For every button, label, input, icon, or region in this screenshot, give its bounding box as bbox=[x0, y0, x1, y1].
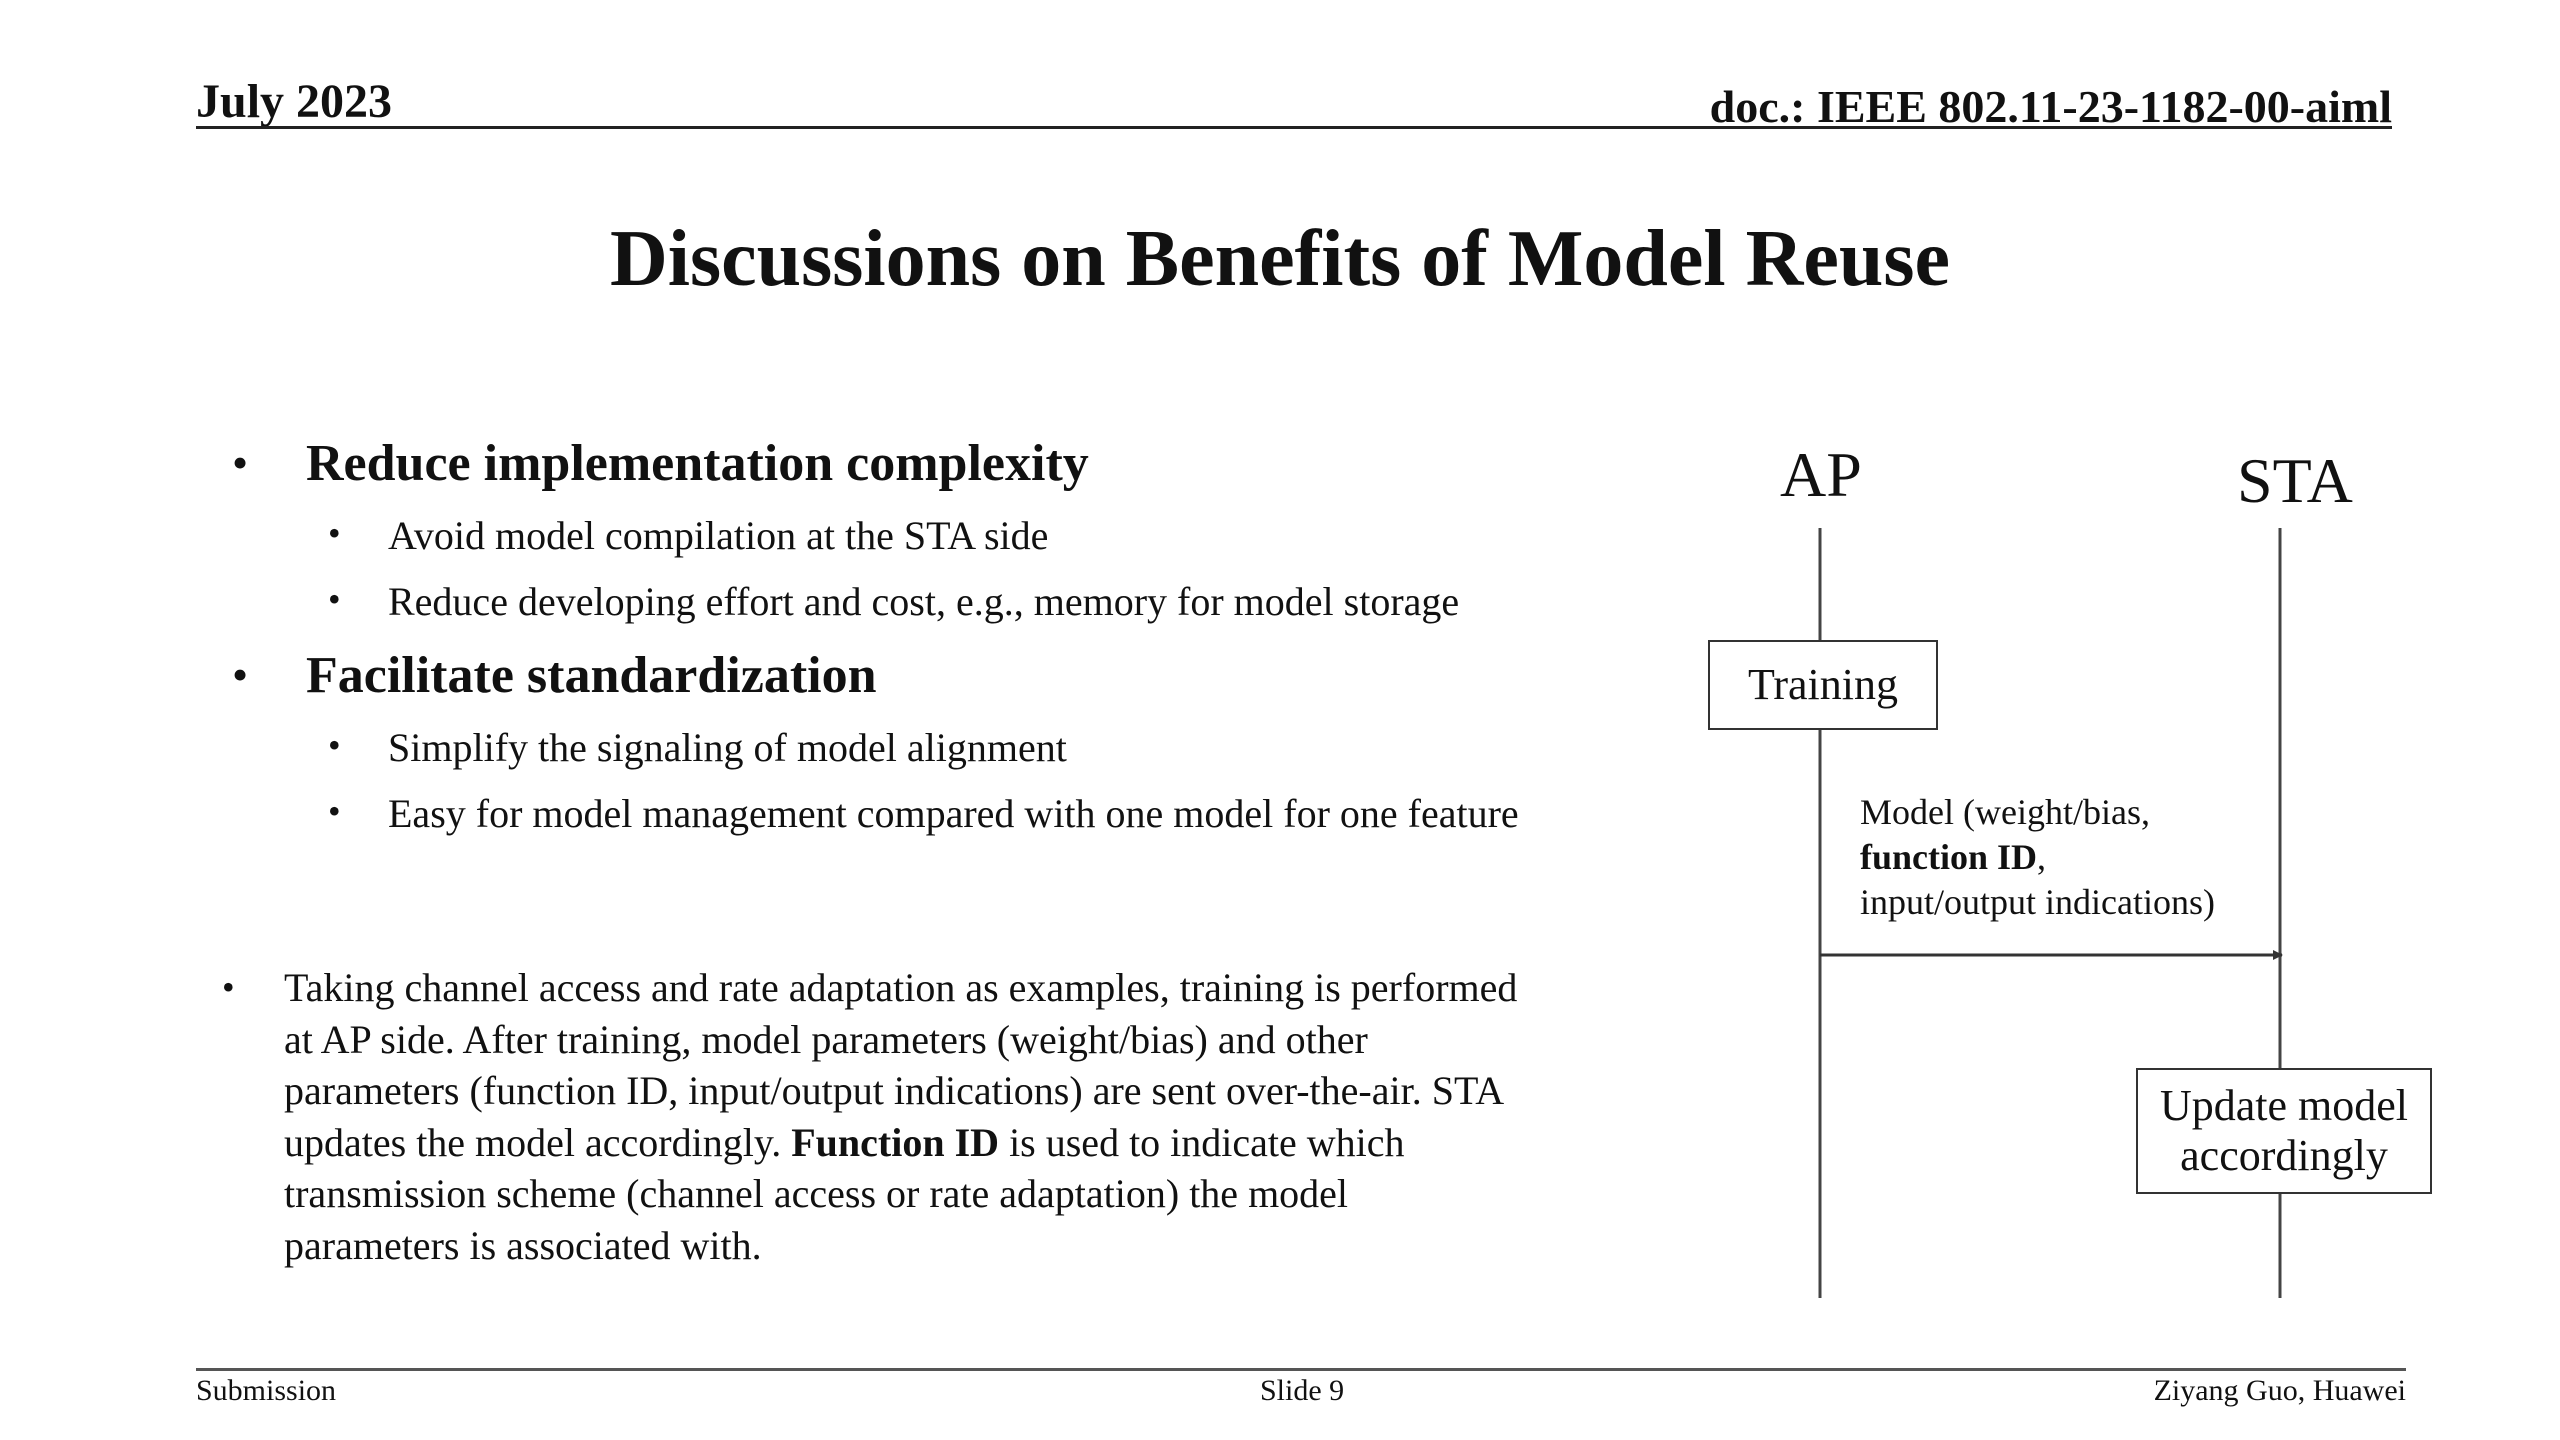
footer-submission: Submission bbox=[196, 1374, 337, 1407]
sub-bullet-dot: • bbox=[328, 513, 341, 553]
message-function-id: function ID bbox=[1860, 837, 2038, 877]
update-box-line-2: accordingly bbox=[2180, 1131, 2388, 1180]
slide-title: Discussions on Benefits of Model Reuse bbox=[609, 215, 1951, 303]
paragraph-text-before: Taking channel access and rate adaptation as examples, training is performed at AP side. After training, model parameters (weight/bias) and other parameters (function ID, input/output indications) are sent over-the-air. STA updates the model accordingly. bbox=[284, 965, 1518, 1165]
bullet-dot: • bbox=[232, 437, 249, 488]
sub-bullet-dot: • bbox=[328, 725, 341, 765]
message-line-1: Model (weight/bias, bbox=[1860, 792, 2150, 832]
sub-bullet-text: Reduce developing effort and cost, e.g., memory for model storage bbox=[388, 579, 1460, 624]
message-line-2 bbox=[1860, 835, 2215, 880]
sub-bullet-text: Simplify the signaling of model alignment bbox=[388, 725, 1067, 770]
paragraph-text-after: is used to indicate which transmission scheme (channel access or rate adaptation) the model parameters is associated with. bbox=[284, 1119, 1405, 1268]
paragraph-function-id: Function ID bbox=[791, 1119, 1000, 1165]
sub-bullet-text: Avoid model compilation at the STA side bbox=[388, 513, 1049, 558]
training-box: Training bbox=[1708, 640, 1938, 730]
message-line-2-rest: , bbox=[2037, 837, 2047, 877]
bullet-heading: Facilitate standardization bbox=[306, 647, 877, 704]
footer-slide-number: Slide 9 bbox=[1260, 1374, 1345, 1407]
header-date: July 2023 bbox=[196, 75, 393, 128]
footer-author: Ziyang Guo, Huawei bbox=[2153, 1374, 2406, 1407]
message-line-3: input/output indications) bbox=[1860, 882, 2215, 922]
bullet-dot: • bbox=[232, 649, 249, 700]
header-doc-id: doc.: IEEE 802.11-23-1182-00-aiml bbox=[1709, 81, 2392, 132]
footer-divider bbox=[196, 1368, 2406, 1371]
sub-bullet-dot: • bbox=[328, 791, 341, 831]
bullet-dot: • bbox=[222, 967, 235, 1007]
sta-label: STA bbox=[2237, 445, 2353, 516]
model-message-label bbox=[1860, 790, 2215, 925]
update-model-box bbox=[2136, 1068, 2432, 1194]
ap-label: AP bbox=[1780, 439, 1862, 510]
update-box-line-1: Update model bbox=[2159, 1081, 2409, 1130]
sub-bullet-dot: • bbox=[328, 579, 341, 619]
sub-bullet-text: Easy for model management compared with one model for one feature bbox=[388, 791, 1519, 836]
bullet-heading: Reduce implementation complexity bbox=[306, 435, 1089, 492]
